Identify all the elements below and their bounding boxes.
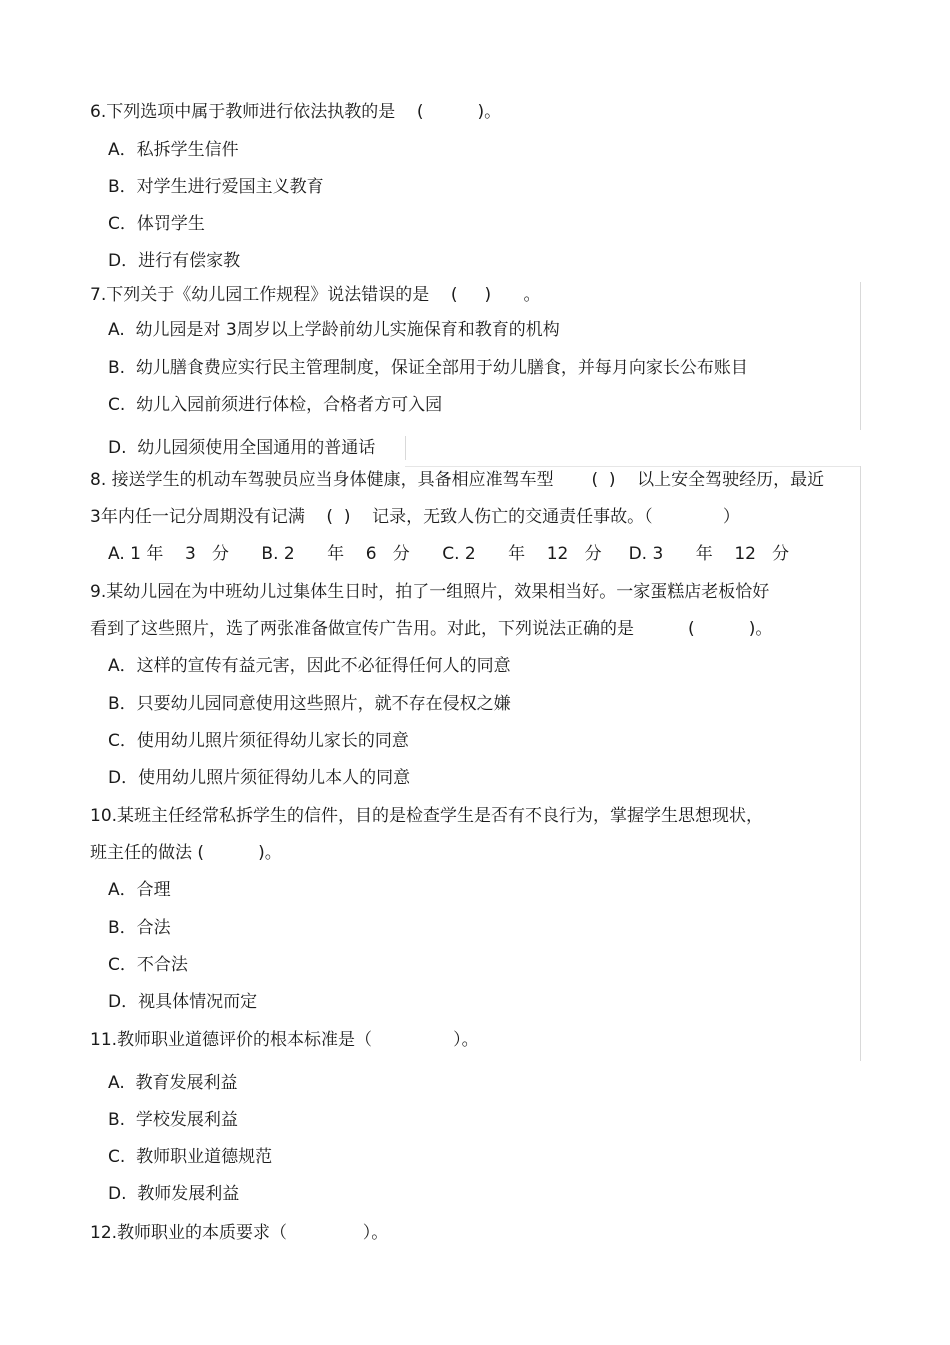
answer-option: D．视具体情况而定 <box>108 992 258 1012</box>
row-rule <box>405 466 861 467</box>
question-text: 7.下列关于《幼儿园工作规程》说法错误的是 ( ) 。 <box>90 285 541 305</box>
answer-option: C．不合法 <box>108 955 188 975</box>
answer-option: B．对学生进行爱国主义教育 <box>108 177 324 197</box>
answer-option: C. 幼儿入园前须进行体检，合格者方可入园 <box>108 395 443 415</box>
answer-option: D. 幼儿园须使用全国通用的普通话 <box>108 438 376 458</box>
answer-option: B. 学校发展利益 <box>108 1110 238 1130</box>
answer-option: B. 幼儿膳食费应实行民主管理制度，保证全部用于幼儿膳食，并每月向家长公布账目 <box>108 358 748 378</box>
column-rule <box>405 436 406 460</box>
question-text: 班主任的做法 ( )。 <box>90 843 282 863</box>
question-text: 12.教师职业的本质要求（ ）。 <box>90 1223 389 1243</box>
column-rule <box>860 282 861 430</box>
answer-option: B．只要幼儿园同意使用这些照片，就不存在侵权之嫌 <box>108 694 511 714</box>
answer-option: A．这样的宣传有益元害，因此不必征得任何人的同意 <box>108 656 511 676</box>
answer-option: B．合法 <box>108 918 171 938</box>
question-text: 9.某幼儿园在为中班幼儿过集体生日时，拍了一组照片，效果相当好。一家蛋糕店老板恰好 <box>90 582 770 602</box>
question-text: 看到了这些照片，选了两张准备做宣传广告用。对此，下列说法正确的是 ( )。 <box>90 619 773 639</box>
answer-option: D. 教师发展利益 <box>108 1184 240 1204</box>
answer-option: A. 教育发展利益 <box>108 1073 238 1093</box>
column-rule <box>860 466 861 1061</box>
question-text: 8. 接送学生的机动车驾驶员应当身体健康，具备相应准驾车型 ( ) 以上安全驾驶经历，最近 <box>90 470 825 490</box>
answer-option: C．使用幼儿照片须征得幼儿家长的同意 <box>108 731 409 751</box>
answer-option: D．使用幼儿照片须征得幼儿本人的同意 <box>108 768 411 788</box>
question-text: 6.下列选项中属于教师进行依法执教的是 ( )。 <box>90 102 502 122</box>
answer-option: C．体罚学生 <box>108 214 205 234</box>
answer-option: C. 教师职业道德规范 <box>108 1147 273 1167</box>
answer-option: A．私拆学生信件 <box>108 140 239 160</box>
answer-option: A. 1 年 3 分 B. 2 年 6 分 C. 2 年 12 分 D. 3 年 12 分 <box>108 544 790 564</box>
question-text: 3年内任一记分周期没有记满 ( ) 记录，无致人伤亡的交通责任事故。（ ） <box>90 507 740 527</box>
question-text: 11.教师职业道德评价的根本标准是（ ）。 <box>90 1030 479 1050</box>
answer-option: A. 幼儿园是对 3周岁以上学龄前幼儿实施保育和教育的机构 <box>108 320 560 340</box>
answer-option: A．合理 <box>108 880 171 900</box>
question-text: 10.某班主任经常私拆学生的信件，目的是检查学生是否有不良行为，掌握学生思想现状， <box>90 806 764 826</box>
answer-option: D．进行有偿家教 <box>108 251 241 271</box>
